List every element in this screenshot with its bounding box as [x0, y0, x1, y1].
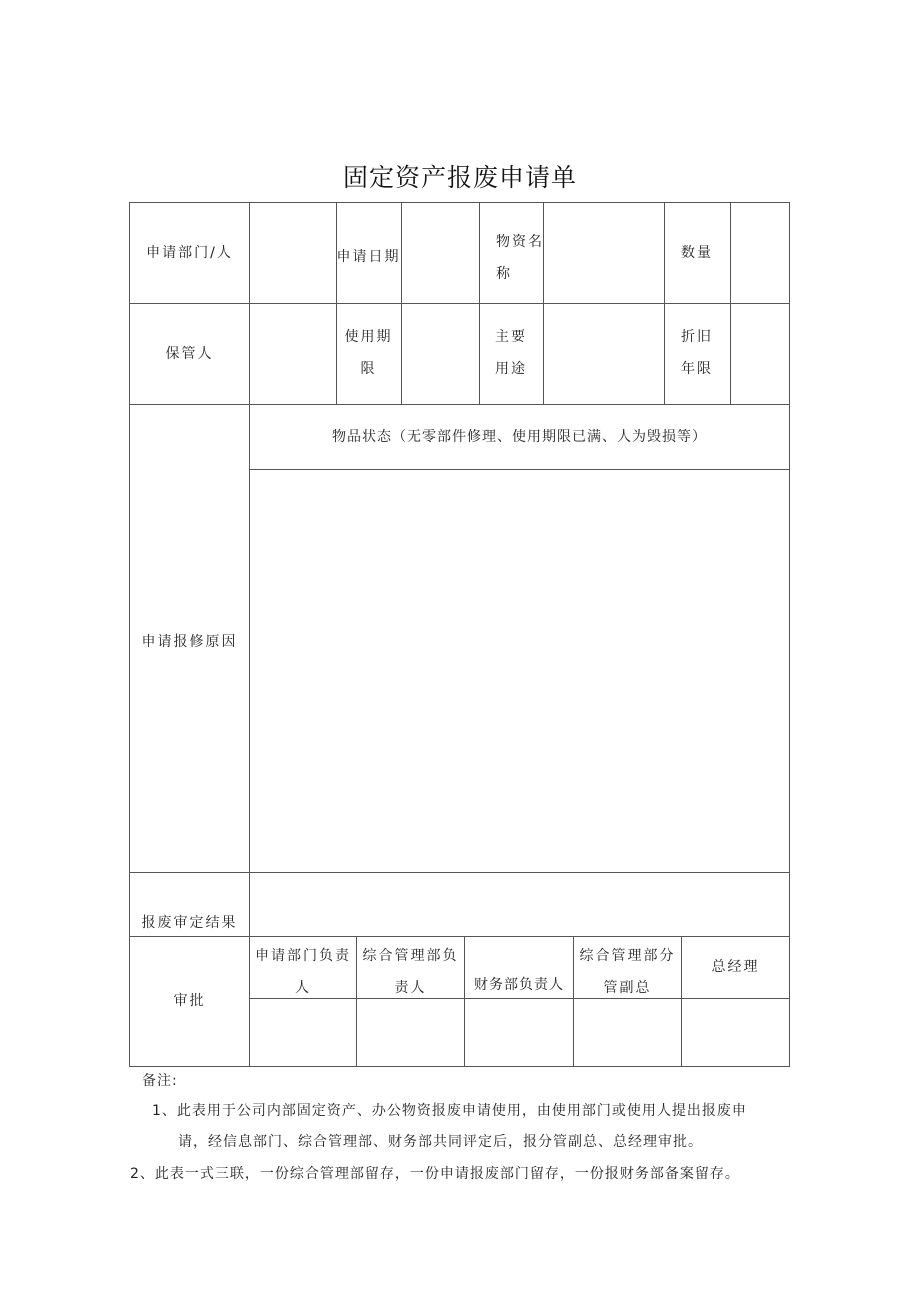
repair-reason-field[interactable]: [250, 470, 789, 872]
row-divider: [130, 404, 789, 405]
notes-item-2: 2、此表一式三联，一份综合管理部留存，一份申请报废部门留存，一份报财务部备案留存。: [130, 1166, 740, 1182]
admin-head-header-line2: 责人: [394, 980, 427, 996]
main-use-label-line2: 用途: [495, 361, 527, 377]
application-date-field[interactable]: [402, 203, 479, 303]
deputy-gm-header-line1: 综合管理部分: [579, 948, 676, 964]
custodian-field[interactable]: [250, 304, 336, 404]
item-name-label-line2: 称: [496, 266, 512, 282]
approval-label: 审批: [173, 993, 206, 1009]
usage-period-label-line1: 使用期: [344, 329, 393, 345]
custodian-label: 保管人: [165, 346, 214, 362]
finance-head-signature-field[interactable]: [465, 999, 573, 1066]
scrap-result-label: 报废审定结果: [141, 915, 238, 931]
repair-reason-label: 申请报修原因: [141, 634, 238, 650]
general-manager-signature-field[interactable]: [682, 999, 789, 1066]
usage-period-label-line2: 限: [360, 361, 377, 377]
application-date-label: 申请日期: [336, 249, 401, 265]
deputy-gm-signature-field[interactable]: [574, 999, 681, 1066]
usage-period-field[interactable]: [402, 304, 479, 404]
scrap-result-field[interactable]: [250, 873, 789, 936]
general-manager-header: 总经理: [711, 959, 760, 975]
depreciation-years-label-line1: 折旧: [681, 329, 713, 345]
main-use-label-line1: 主要: [495, 329, 527, 345]
main-use-field[interactable]: [544, 304, 664, 404]
admin-head-signature-field[interactable]: [357, 999, 464, 1066]
deputy-gm-header-line2: 管副总: [603, 980, 652, 996]
document-title: 固定资产报废申请单: [342, 163, 577, 192]
item-name-label-line1: 物资名: [496, 234, 544, 250]
quantity-field[interactable]: [731, 203, 789, 303]
depreciation-years-field[interactable]: [731, 304, 789, 404]
quantity-label: 数量: [681, 245, 713, 261]
main-use-label: [479, 321, 543, 385]
scrap-application-form: [129, 202, 790, 1067]
item-name-field[interactable]: [544, 203, 664, 303]
dept-head-signature-field[interactable]: [250, 999, 356, 1066]
applicant-department-field[interactable]: [250, 203, 336, 303]
applicant-department-label: 申请部门/人: [146, 245, 233, 261]
notes-heading: 备注:: [142, 1073, 178, 1089]
depreciation-years-label: [664, 321, 730, 385]
notes-item-1-line-1: 1、此表用于公司内部固定资产、办公物资报废申请使用，由使用部门或使用人提出报废申: [152, 1103, 747, 1119]
dept-head-header: [250, 940, 356, 1004]
finance-head-header: 财务部负责人: [474, 977, 564, 993]
item-status-header: 物品状态（无零部件修理、使用期限已满、人为毁损等）: [332, 429, 707, 445]
admin-head-header-line1: 综合管理部负: [362, 948, 459, 964]
admin-head-header: [357, 940, 464, 1004]
notes-item-1-line-2: 请，经信息部门、综合管理部、财务部共同评定后，报分管副总、总经理审批。: [178, 1134, 703, 1150]
dept-head-header-line2: 人: [295, 980, 311, 996]
usage-period-label: [336, 321, 401, 385]
deputy-gm-header: [574, 940, 681, 1004]
depreciation-years-label-line2: 年限: [681, 361, 713, 377]
dept-head-header-line1: 申请部门负责: [255, 948, 351, 964]
